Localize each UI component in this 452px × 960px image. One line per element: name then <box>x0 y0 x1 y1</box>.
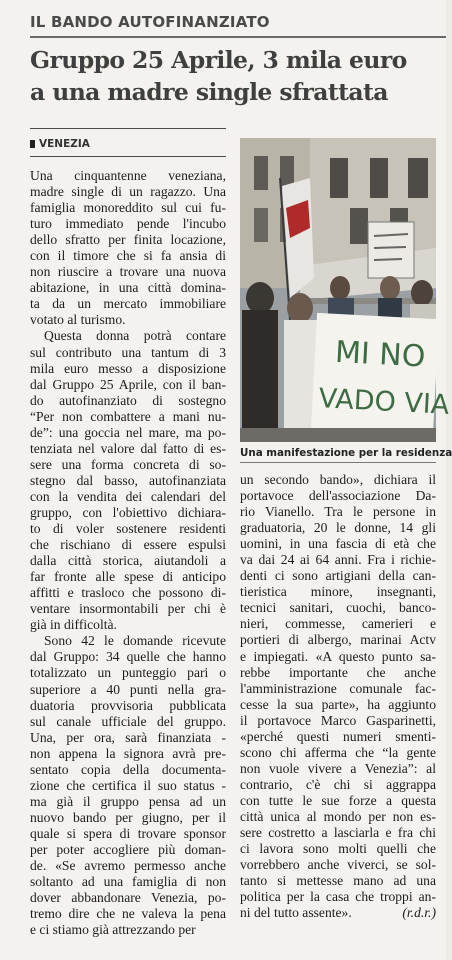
article-line: non vuole vivere a Venezia”: al <box>240 760 436 776</box>
article-line: tecnici sanitari, cuochi, banco- <box>240 600 436 616</box>
article-line: un secondo bando», dichiara il <box>240 472 436 487</box>
article-line: nieri, commesse, camerieri e <box>240 616 436 632</box>
article-line: per poter accogliere più doman- <box>30 841 226 857</box>
article-line: votato al turismo. <box>30 312 126 328</box>
article-line: portieri di albergo, marinai Actv <box>240 632 436 648</box>
article-line: tanto si mettesse mano ad una <box>240 873 436 889</box>
article-line: sere costretto a lasciarla e fra chi <box>240 825 436 841</box>
headline-line-1: Gruppo 25 Aprile, 3 mila euro <box>30 46 407 74</box>
article-line: dalla città storica, aiutandoli a <box>30 553 226 569</box>
section-rule-bottom <box>30 156 226 157</box>
article-line: e impiegati. «A questo punto sa- <box>240 648 436 664</box>
article-line: gruppo, con l'obiettivo dichiara- <box>30 504 226 520</box>
article-line: duatoria provvisoria pubblicata <box>30 697 226 713</box>
article-line: rebbe importante che anche <box>240 664 436 680</box>
article-line: affitti e trasloco che possono di- <box>30 585 226 601</box>
article-line: dal Gruppo: 34 quelle che hanno <box>30 649 226 665</box>
photo-caption: Una manifestazione per la residenza <box>240 447 452 459</box>
article-line: già in difficoltà. <box>30 617 117 633</box>
article-line: famiglia monoreddito sul cui fu- <box>30 200 226 216</box>
article-line: con tutte le sue forze a questa <box>240 792 436 808</box>
article-column-2 <box>240 472 436 921</box>
article-line: scono chi afferma che “la gente <box>240 744 436 760</box>
article-line: ventare insormontabili per chi è <box>30 601 226 617</box>
article-line: Una, per ora, sarà finanziata - <box>30 729 226 745</box>
headline <box>30 44 444 108</box>
article-line: sul contributo una tantum di 3 <box>30 344 226 360</box>
article-line: denti ci sono artigiani della can- <box>240 568 436 584</box>
article-line: Sono 42 le domande ricevute <box>44 633 226 649</box>
article-line: non appena la signora avrà pre- <box>30 745 226 761</box>
caption-rule <box>240 462 436 463</box>
article-line: Una cinquantenne veneziana, <box>30 168 226 183</box>
article-line: portavoce dell'associazione Da- <box>240 488 436 504</box>
article-column-1 <box>30 168 226 938</box>
article-line: e ci stiamo già attrezzando per <box>30 922 196 938</box>
article-line: de. «Se avremo permesso anche <box>30 858 226 874</box>
article-line: de”: una goccia nel mare, ma po- <box>30 424 226 440</box>
article-line: città unica al mondo per non es- <box>240 808 436 824</box>
article-line: sentato copia della documenta- <box>30 761 226 777</box>
banner-line-2: VADO VIA <box>317 383 451 421</box>
section-name: VENEZIA <box>39 138 90 150</box>
article-line: “Per non combattere a mani nu- <box>30 408 226 424</box>
article-line: ta da un mercato immobiliare <box>30 296 226 312</box>
article-line: mila euro messo a disposizione <box>30 360 226 376</box>
article-line: quale si spera di trovare sponsor <box>30 825 226 841</box>
article-line: tenziata nel valore dal fatto di es- <box>30 440 226 456</box>
article-line: dover abbandonare Venezia, po- <box>30 890 226 906</box>
banner-line-1: MI NO <box>334 334 427 375</box>
article-line: stegno dal basso, autofinanziata <box>30 472 226 488</box>
article-line: con la vendita dei calendari del <box>30 488 226 504</box>
article-line: turo immediato pende l'incubo <box>30 216 226 232</box>
article-line: abitazione, in una città domina- <box>30 280 226 296</box>
article-line: vorrebbero anche viverci, se sol- <box>240 857 436 873</box>
article-line: tremo dire che ne valeva la pena <box>30 906 226 922</box>
section-marker-icon <box>30 140 35 148</box>
article-line: «perché questi numeri smenti- <box>240 728 436 744</box>
rubric-rule <box>30 36 446 38</box>
article-line: cesse la sua parte», ha aggiunto <box>240 696 436 712</box>
article-line: to di voler sostenere residenti <box>30 521 226 537</box>
article-line: sul canale ufficiale del gruppo. <box>30 713 226 729</box>
article-line: non riuscire a trovare una nuova <box>30 264 226 280</box>
article-line: do autofinanziato di sostegno <box>30 392 226 408</box>
article-line: soltanto ad una famiglia di non <box>30 874 226 890</box>
article-line: far fronte alle spese di anticipo <box>30 569 226 585</box>
article-line: dal Gruppo 25 Aprile, con il ban- <box>30 376 226 392</box>
article-line: nuovo bando per giugno, per il <box>30 809 226 825</box>
article-line: zione che certifica il suo status - <box>30 777 226 793</box>
article-line: dello sfratto per finita locazione, <box>30 232 226 248</box>
article-line: madre single di un ragazzo. Una <box>30 184 226 200</box>
article-line: contrario, c'è chi si aggrappa <box>240 776 436 792</box>
article-line: rio Vianello. Tra le persone in <box>240 504 436 520</box>
headline-line-2: a una madre single sfrattata <box>30 78 388 106</box>
article-line: che rischiano di essere espulsi <box>30 537 226 553</box>
article-line: ma già il gruppo pensa ad un <box>30 793 226 809</box>
article-line: il portavoce Marco Gasparinetti, <box>240 712 436 728</box>
article-line: politica per la casa che troppi an- <box>240 889 436 905</box>
section-label <box>30 138 90 150</box>
article-line: con il timore che si fa ansia di <box>30 248 226 264</box>
article-line: ci lavora sono molti quelli che <box>240 841 436 857</box>
article-line: graduatoria, 20 le donne, 14 gli <box>240 520 436 536</box>
article-line: uomini, in una fascia di età che <box>240 536 436 552</box>
section-rule-top <box>30 128 226 129</box>
article-line: sere una forma concreta di so- <box>30 456 226 472</box>
rubric-kicker: IL BANDO AUTOFINANZIATO <box>30 13 270 31</box>
article-line: superiore a 40 punti nella gra- <box>30 681 226 697</box>
article-line: tieristica minore, insegnanti, <box>240 584 436 600</box>
article-line: totalizzato un punteggio pari o <box>30 665 226 681</box>
author-signoff: (r.d.r.) <box>402 905 436 921</box>
article-line: va dai 24 ai 64 anni. Fra i richie- <box>240 552 436 568</box>
article-line: l'amministrazione comunale fac- <box>240 680 436 696</box>
article-line: ni del tutto assente». <box>240 905 352 921</box>
protest-photo <box>240 138 451 442</box>
article-line: Questa donna potrà contare <box>44 328 226 344</box>
